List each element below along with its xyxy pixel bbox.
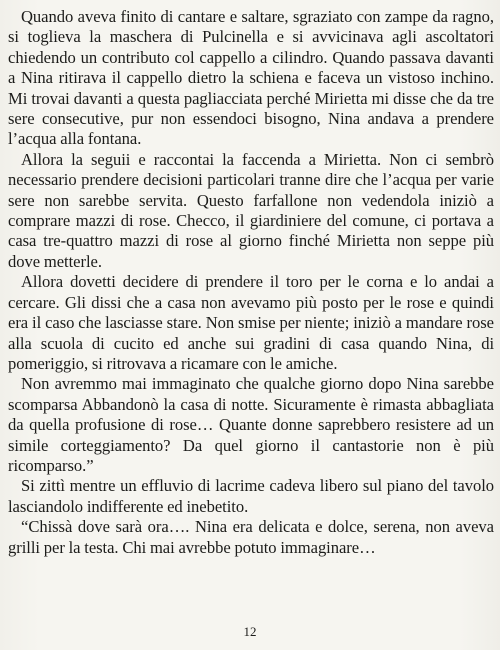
paragraph-5: Si zittì mentre un effluvio di lacrime cadeva libero sul piano del tavolo lasciandolo indifferente ed inebetito.: [8, 476, 494, 516]
paragraph-6: “Chissà dove sarà ora…. Nina era delicata e dolce, serena, non aveva grilli per la testa. Chi mai avrebbe potuto immaginare…: [8, 517, 494, 557]
paragraph-2: Allora la seguii e raccontai la faccenda a Mirietta. Non ci sembrò necessario prendere decisioni particolari tranne dire che l’acqua per varie sere non sarebbe servita. Questo farfallone non vedendola iniziò a comprare mazzi di rose. Checco, il giardiniere del comune, ci portava a casa tre-quattro mazzi di rose al giorno finché Mirietta non seppe più dove metterle.: [8, 149, 494, 271]
paragraph-1: Quando aveva finito di cantare e saltare, sgraziato con zampe da ragno, si toglieva la maschera di Pulcinella e si avvicinava agli ascoltatori chiedendo un contributo col cappello a cilindro. Quando passava davanti a Nina ritirava il cappello dietro la schiena e faceva un vistoso inchino. Mi trovai davanti a questa pagliacciata perché Mirietta mi disse che da tre sere consecutive, pur non essendoci bisogno, Nina andava a prendere l’acqua alla fontana.: [8, 7, 494, 149]
page-number: 12: [243, 624, 257, 639]
paragraph-4: Non avremmo mai immaginato che qualche giorno dopo Nina sarebbe scomparsa Abbandonò la casa di notte. Sicuramente è rimasta abbagliata da quella profusione di rose… Quante donne saprebbero resistere ad un simile corteggiamento? Da quel giorno il cantastorie non è più ricomparso.”: [8, 374, 494, 475]
body-text: [8, 7, 494, 558]
paragraph-3: Allora dovetti decidere di prendere il toro per le corna e lo andai a cercare. Gli dissi che a casa non avevamo più posto per le rose e quindi era il caso che lasciasse stare. Non smise per niente; iniziò a mandare rose alla scuola di cucito ed anche sui gradini di casa quando Nina, di pomeriggio, si ritrovava a ricamare con le amiche.: [8, 272, 494, 373]
